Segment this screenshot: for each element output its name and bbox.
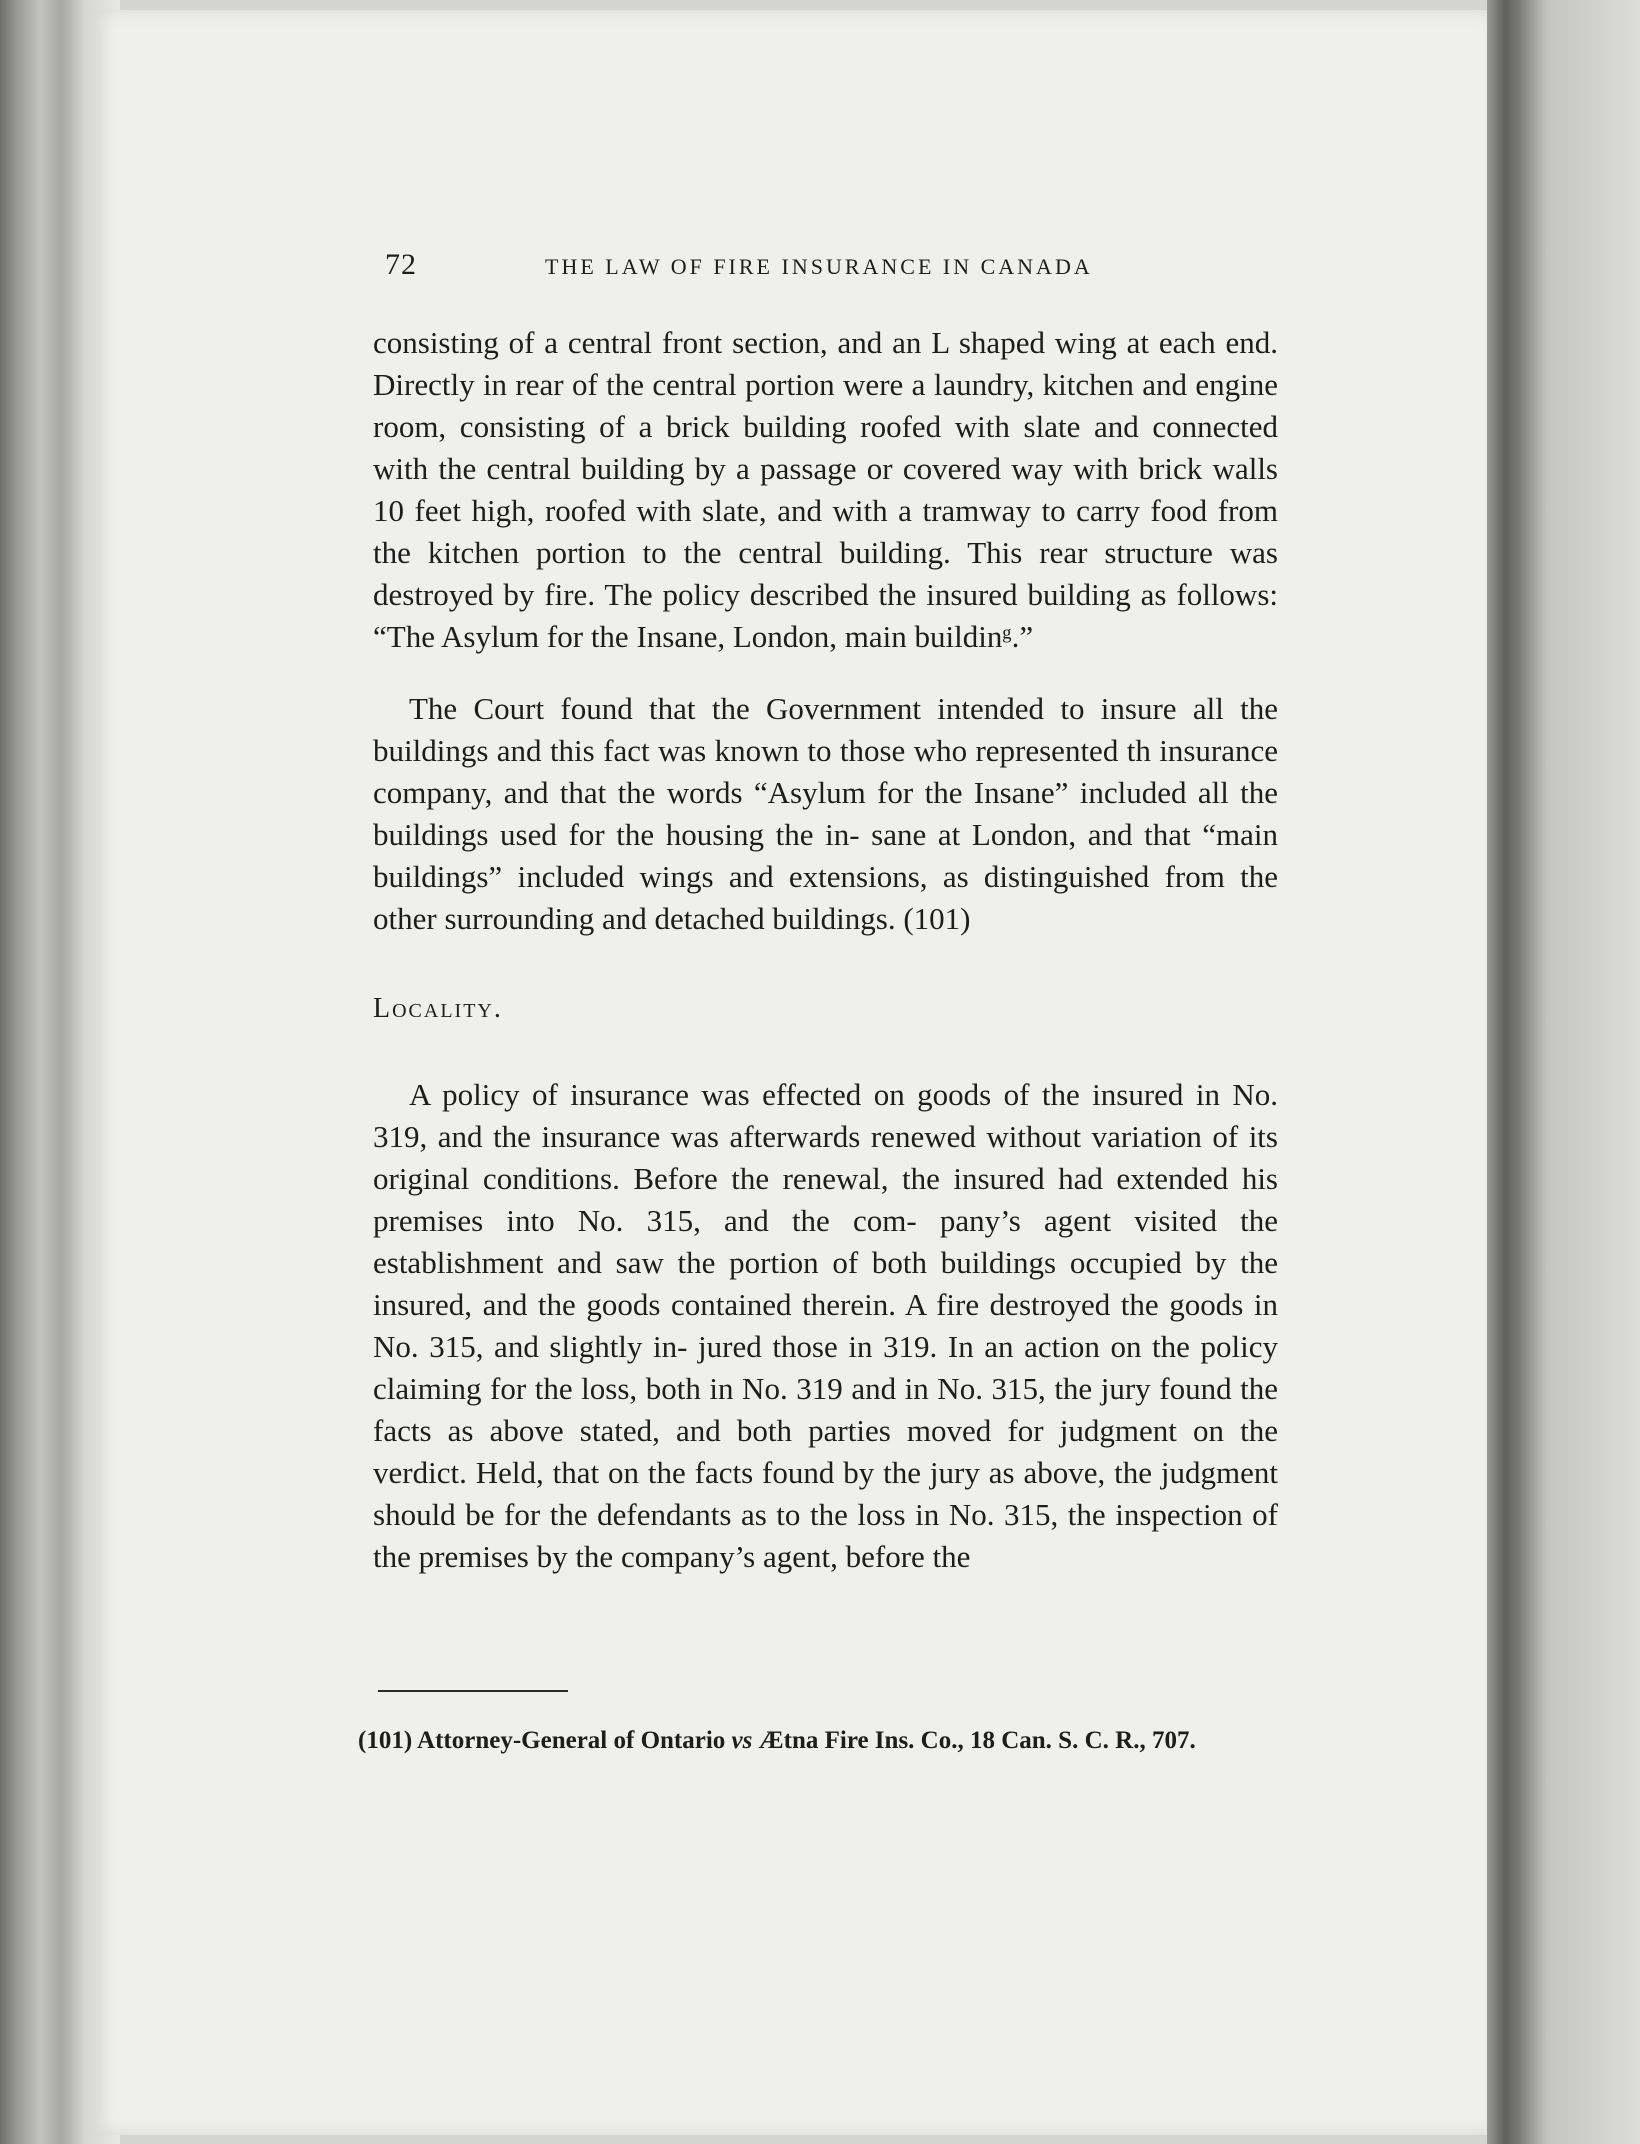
footnote-text-after: Ætna Fire Ins. Co., 18 Can. S. C. R., 707. [758,1727,1196,1754]
footnote-versus: vs [731,1727,753,1754]
footnote-marker: (101) [358,1727,413,1754]
footnote-text-before: Attorney-General of Ontario [417,1727,726,1754]
footnote-rule [378,1690,568,1692]
gutter-shadow [1487,0,1640,2144]
paragraph-court-finding: The Court found that the Government intended to insure all the buildings and this fact was known to those who represented th insurance company, and that the words “Asylum for the Insane” included all the buildings used for the housing the in- sane at London, and that “main buildings” included wings and extensions, as distinguished from the other surrounding and detached buildings. (101) [373,691,1278,936]
page-number: 72 [385,248,417,281]
paragraph-locality: A policy of insurance was effected on goods of the insured in No. 319, and the insurance was afterwards renewed without variation of its original conditions. Before the renewal, the insured had extended his premises into No. 315, and the com- pany’s agent visited the establishment and saw the portion of both buildings occupied by the insured, and the goods contained therein. A fire destroyed the goods in No. 315, and slightly in- jured those in 319. In an action on the policy claiming for the loss, both in No. 319 and in No. 315, the jury found the facts as above stated, and both parties moved for judgment on the verdict. Held, that on the facts found by the jury as above, the judgment should be for the defendants as to the loss in No. 315, the inspection of the premises by the company’s agent, before the [373,1077,1278,1574]
paragraph-continued: consisting of a central front section, and an L shaped wing at each end. Directly in rear of the central portion were a laundry, kitchen and engine room, consisting of a brick building roofed with slate and connected with the central building by a passage or covered way with brick walls 10 feet high, roofed with slate, and with a tramway to carry food from the kitchen portion to the central building. This rear structure was destroyed by fire. The policy described the insured building as follows: “The Asylum for the Insane, London, main buildinᵍ.” [373,325,1278,654]
running-head: THE LAW OF FIRE INSURANCE IN CANADA [545,254,1093,279]
section-heading-locality: Locality. [373,993,503,1024]
footnote [358,1722,1258,1759]
page-header [385,248,1285,288]
body-text [373,322,1278,1578]
